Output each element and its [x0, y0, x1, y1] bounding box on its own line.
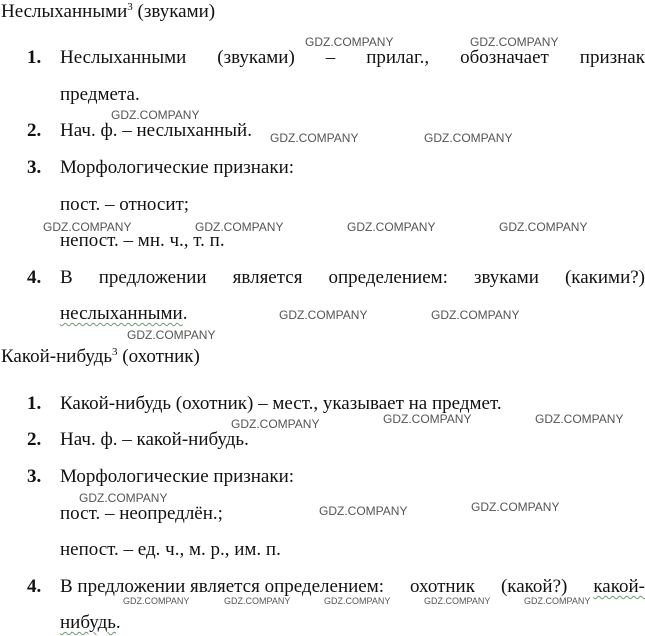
item-number: 3. — [27, 466, 42, 487]
watermark-text: GDZ.COMPANY — [499, 220, 588, 234]
item-text-continuation — [60, 612, 121, 634]
watermark-text: GDZ.COMPANY — [424, 131, 513, 145]
heading-rest: (охотник) — [117, 346, 200, 367]
item-number: 4. — [27, 576, 42, 597]
item-number: 3. — [27, 157, 42, 178]
item-text-line — [60, 47, 645, 69]
word: – — [325, 47, 336, 68]
watermark-text: GDZ.COMPANY — [79, 491, 168, 505]
period: . — [182, 303, 188, 324]
word: прилаг., — [366, 47, 430, 68]
word: признак — [579, 47, 645, 68]
watermark-text: GDZ.COMPANY — [270, 131, 359, 145]
item-subline: пост. – относит; — [60, 194, 190, 215]
watermark-text: GDZ.COMPANY — [127, 328, 216, 342]
heading-rest: (звуками) — [132, 1, 216, 22]
watermark-text: GDZ.COMPANY — [319, 504, 408, 518]
item-text-line — [60, 267, 645, 289]
section-heading-neslyhannymi — [1, 1, 215, 23]
section-heading-kakoy-nibud — [1, 346, 200, 368]
watermark-text: GDZ.COMPANY — [383, 412, 472, 426]
heading-superscript: 3 — [112, 346, 118, 358]
watermark-text: GDZ.COMPANY — [111, 108, 200, 122]
item-number: 1. — [27, 47, 42, 68]
item-text: Морфологические признаки: — [60, 466, 295, 487]
watermark-text: GDZ.COMPANY — [123, 596, 190, 606]
word: определением: — [328, 267, 448, 288]
item-number: 4. — [27, 267, 42, 288]
word: В предложении является определением: — [60, 576, 385, 597]
heading-word: Какой-нибудь — [1, 346, 113, 367]
watermark-text: GDZ.COMPANY — [324, 596, 391, 606]
item-subline: непост. – ед. ч., м. р., им. п. — [60, 539, 281, 560]
watermark-text: GDZ.COMPANY — [195, 220, 284, 234]
word: (какой?) — [500, 576, 568, 597]
watermark-text: GDZ.COMPANY — [279, 308, 368, 322]
word: В — [60, 267, 73, 288]
word: обозначает — [460, 47, 549, 68]
word: (какими?) — [564, 267, 645, 288]
item-text: Нач. ф. – какой-нибудь. — [60, 429, 249, 450]
item-number: 2. — [27, 429, 42, 450]
underlined-word: какой- — [593, 576, 645, 597]
watermark-text: GDZ.COMPANY — [524, 596, 591, 606]
item-subline: непост. – мн. ч., т. п. — [60, 230, 225, 251]
watermark-text: GDZ.COMPANY — [535, 412, 624, 426]
underlined-word: неслыханными — [60, 303, 183, 324]
watermark-text: GDZ.COMPANY — [470, 35, 559, 49]
watermark-text: GDZ.COMPANY — [431, 308, 520, 322]
underlined-word: нибудь — [60, 612, 116, 633]
word: является — [232, 267, 303, 288]
heading-word: Неслыханными — [1, 1, 128, 22]
item-text-continuation: предмета. — [60, 84, 140, 105]
word: охотник — [410, 576, 475, 597]
watermark-text: GDZ.COMPANY — [224, 596, 291, 606]
item-text-continuation — [60, 303, 187, 325]
word: (звуками) — [217, 47, 295, 68]
watermark-text: GDZ.COMPANY — [424, 596, 491, 606]
watermark-text: GDZ.COMPANY — [231, 417, 320, 431]
word: предложении — [98, 267, 207, 288]
item-number: 1. — [27, 393, 42, 414]
item-text: Морфологические признаки: — [60, 157, 295, 178]
item-text: Нач. ф. – неслыханный. — [60, 120, 252, 141]
word: Неслыханными — [60, 47, 187, 68]
item-number: 2. — [27, 120, 42, 141]
watermark-text: GDZ.COMPANY — [43, 220, 132, 234]
word: звуками — [473, 267, 539, 288]
heading-superscript: 3 — [127, 1, 133, 13]
period: . — [115, 612, 121, 633]
item-subline: пост. – неопредлён.; — [60, 503, 223, 524]
watermark-text: GDZ.COMPANY — [471, 500, 560, 514]
item-text: Какой-нибудь (охотник) – мест., указывает на предмет. — [60, 393, 502, 414]
item-text-line — [60, 576, 645, 598]
watermark-text: GDZ.COMPANY — [305, 35, 394, 49]
watermark-text: GDZ.COMPANY — [347, 220, 436, 234]
